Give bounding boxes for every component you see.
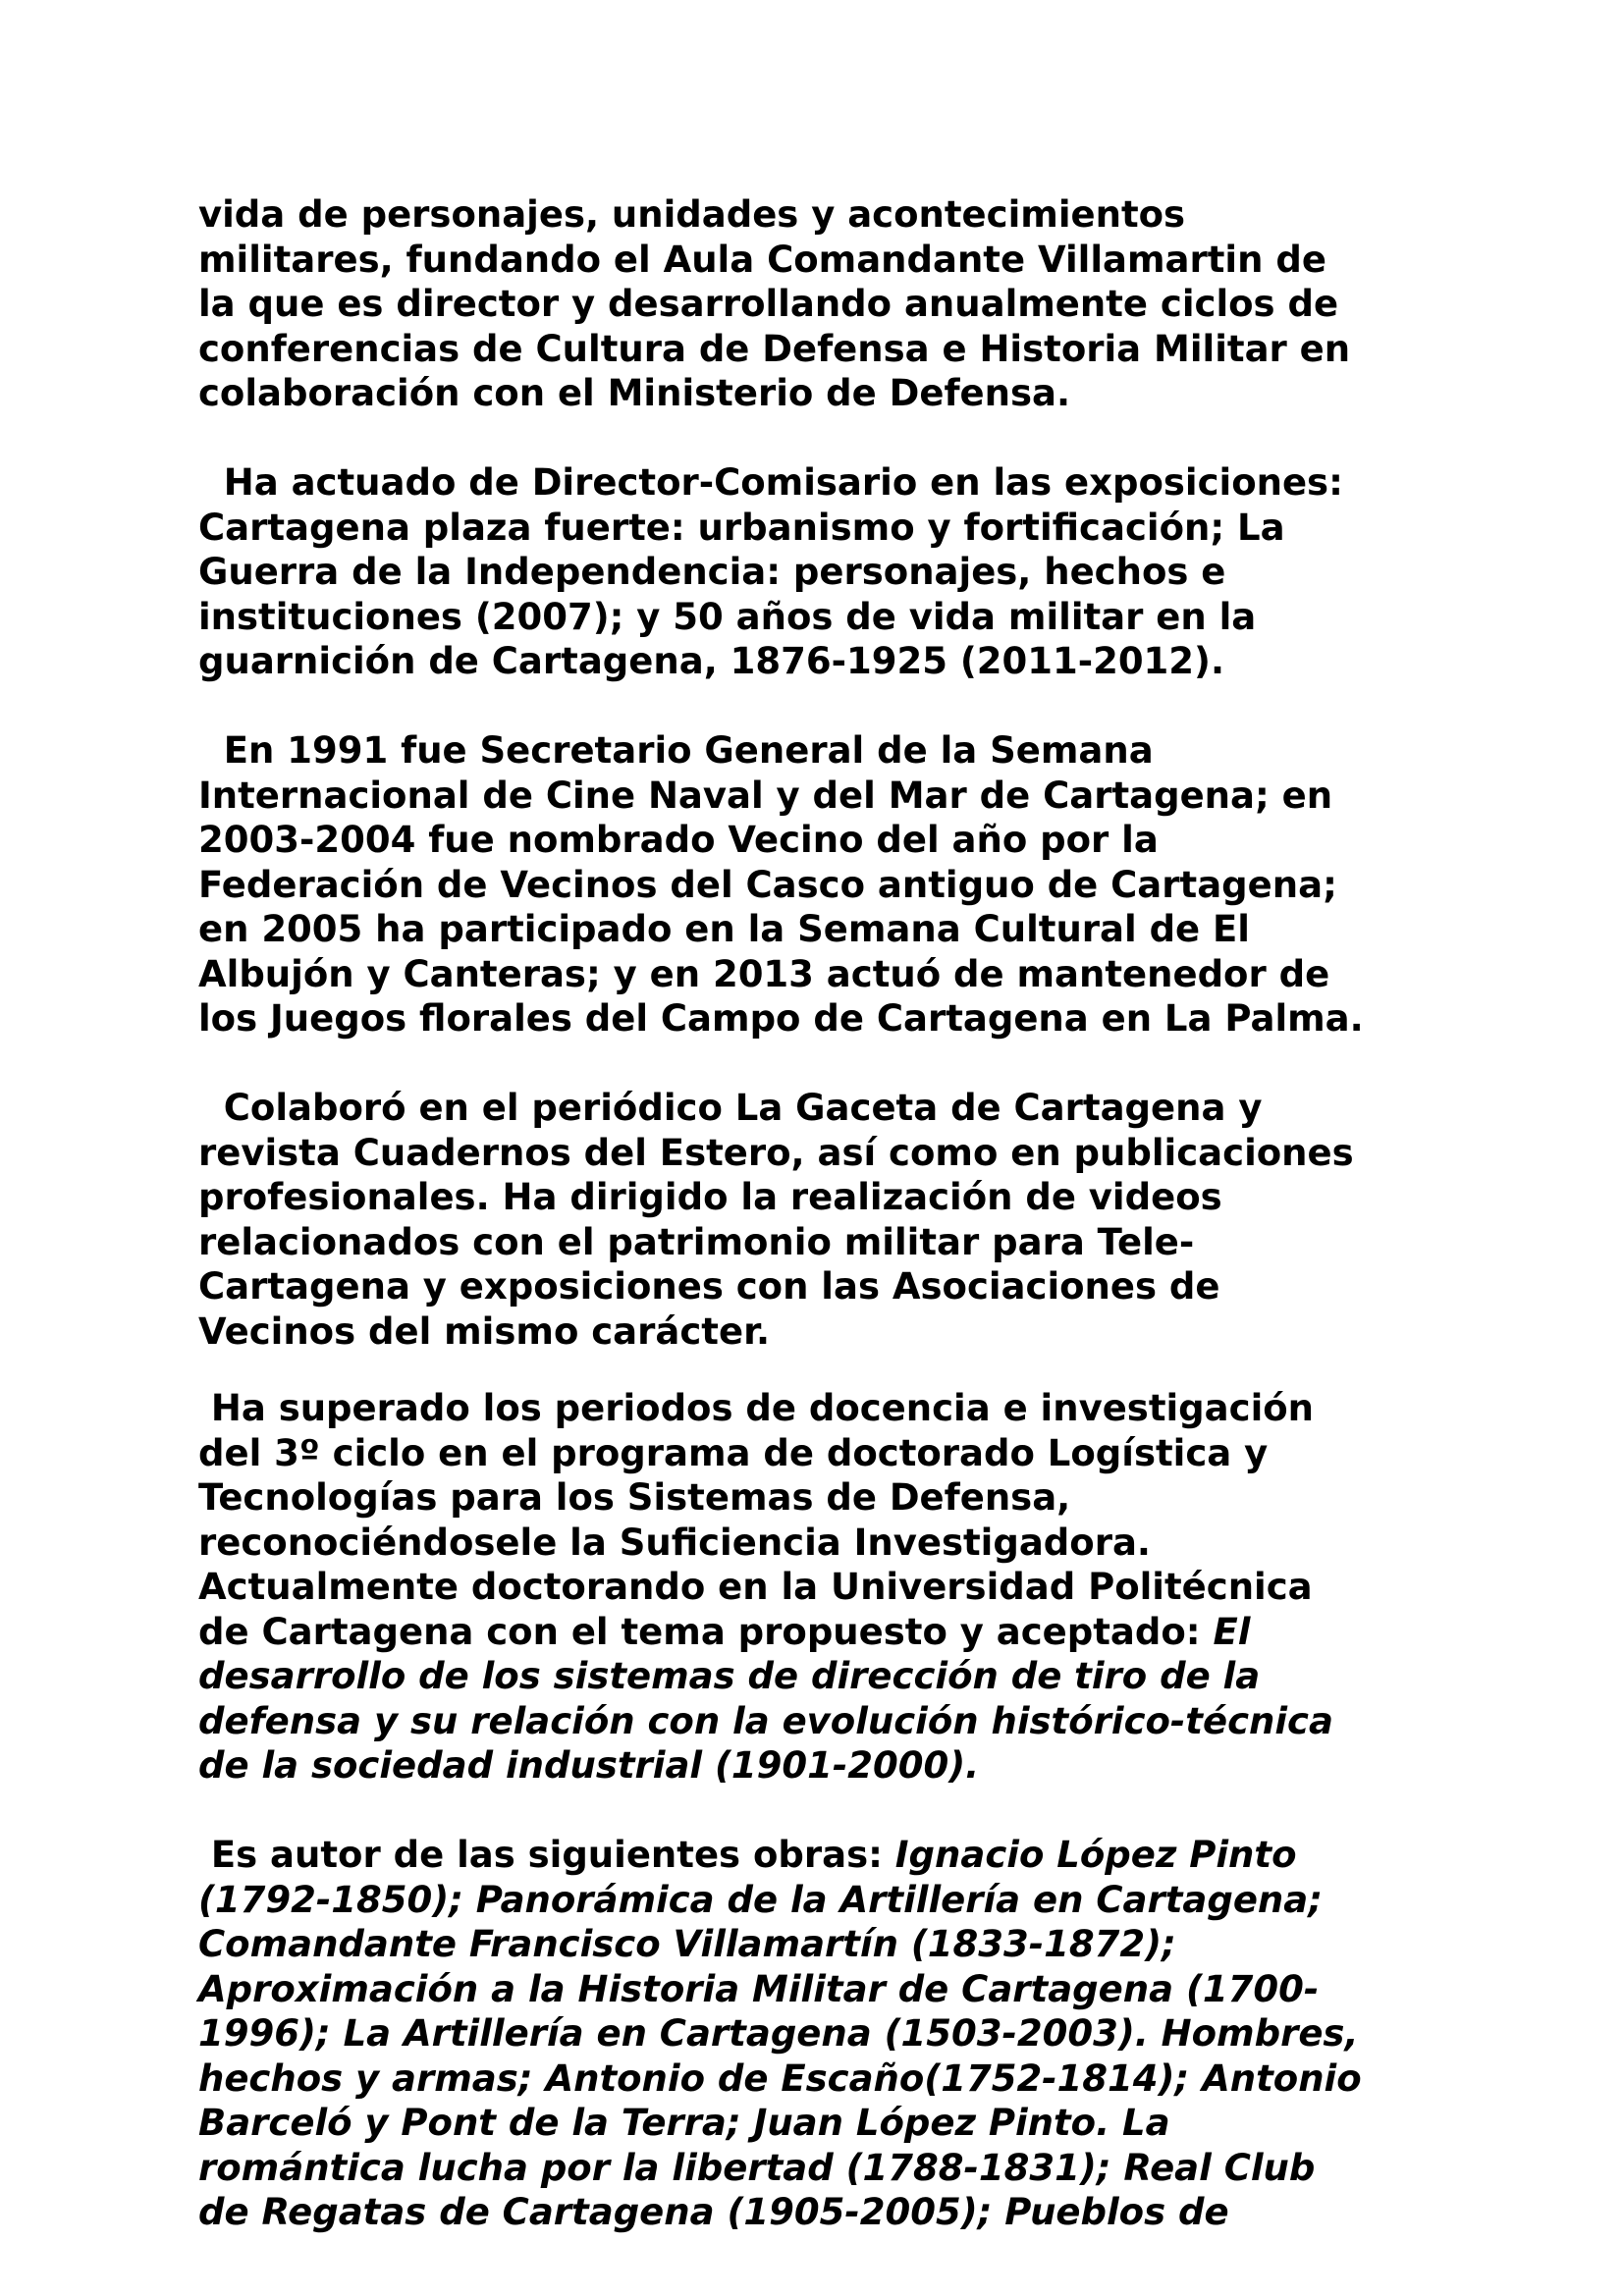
text-line: de Regatas de Cartagena (1905-2005); Pueblos de xyxy=(198,2191,1229,2233)
text-line: revista Cuadernos del Estero, así como en publicaciones xyxy=(198,1131,1354,1174)
text-line: de la sociedad industrial (1901-2000). xyxy=(198,1744,980,1787)
text-line: Colaboró en el periódico La Gaceta de Cartagena y xyxy=(198,1087,1263,1129)
text-line: vida de personajes, unidades y acontecimientos xyxy=(198,193,1186,236)
paragraph-spacer xyxy=(198,416,1475,461)
text-line: Federación de Vecinos del Casco antiguo de Cartagena; xyxy=(198,863,1337,906)
text-line: Tecnologías para los Sistemas de Defensa, xyxy=(198,1476,1071,1519)
text-line: instituciones (2007); y 50 años de vida militar en la xyxy=(198,595,1257,638)
works-list-start: Ignacio López Pinto xyxy=(894,1834,1297,1876)
paragraph-3 xyxy=(198,728,1475,1041)
text-line: los Juegos florales del Campo de Cartagena en La Palma. xyxy=(198,997,1364,1040)
text-line: profesionales. Ha dirigido la realización de videos xyxy=(198,1176,1222,1218)
paragraph-1 xyxy=(198,192,1475,416)
paragraph-6 xyxy=(198,1833,1475,2235)
text-line: defensa y su relación con la evolución histórico-técnica xyxy=(198,1699,1333,1742)
text-line: militares, fundando el Aula Comandante Villamartin de xyxy=(198,238,1326,281)
text-line: Es autor de las siguientes obras: Ignacio López Pinto xyxy=(198,1834,1297,1876)
text-line: conferencias de Cultura de Defensa e Historia Militar en xyxy=(198,327,1351,370)
text-line: Barceló y Pont de la Terra; Juan López Pinto. La xyxy=(198,2102,1170,2144)
text-line: hechos y armas; Antonio de Escaño(1752-1814); Antonio xyxy=(198,2056,1362,2100)
paragraph-spacer xyxy=(198,1789,1475,1834)
text-line: romántica lucha por la libertad (1788-1831); Real Club xyxy=(198,2146,1316,2189)
text-line: Cartagena y exposiciones con las Asociaciones de xyxy=(198,1265,1220,1308)
text-line: del 3º ciclo en el programa de doctorado Logística y xyxy=(198,1431,1269,1474)
text-line: En 1991 fue Secretario General de la Semana xyxy=(198,729,1154,772)
text-line: 1996); La Artillería en Cartagena (1503-2003). Hombres, xyxy=(198,2012,1359,2055)
text-line: 2003-2004 fue nombrado Vecino del año por la xyxy=(198,819,1159,861)
thesis-title-start: El xyxy=(1213,1610,1251,1653)
text-line: colaboración con el Ministerio de Defensa. xyxy=(198,372,1071,414)
paragraph-2 xyxy=(198,460,1475,684)
text-line: Cartagena plaza fuerte: urbanismo y fortificación; La xyxy=(198,506,1285,549)
text-line: Actualmente doctorando en la Universidad Politécnica xyxy=(198,1566,1313,1608)
text-line: reconociéndosele la Suficiencia Investigadora. xyxy=(198,1521,1151,1564)
paragraph-4 xyxy=(198,1086,1475,1354)
text-line: la que es director y desarrollando anualmente ciclos de xyxy=(198,283,1339,325)
text-line: Ha superado los periodos de docencia e investigación xyxy=(198,1387,1315,1429)
text-line: de Cartagena con el tema propuesto y aceptado: El xyxy=(198,1610,1251,1653)
text-line: Guerra de la Independencia: personajes, hechos e xyxy=(198,551,1226,593)
paragraph-spacer xyxy=(198,1041,1475,1087)
text-line: Vecinos del mismo carácter. xyxy=(198,1309,771,1353)
text-line: Albujón y Canteras; y en 2013 actuó de mantenedor de xyxy=(198,952,1330,995)
text-line: Comandante Francisco Villamartín (1833-1872); xyxy=(198,1923,1176,1965)
text-line: Internacional de Cine Naval y del Mar de Cartagena; en xyxy=(198,774,1333,817)
text-line: (1792-1850); Panorámica de la Artillería en Cartagena; xyxy=(198,1878,1324,1921)
text-line: desarrollo de los sistemas de dirección de tiro de la xyxy=(198,1655,1261,1697)
text-line: relacionados con el patrimonio militar para Tele- xyxy=(198,1220,1195,1263)
text-line: guarnición de Cartagena, 1876-1925 (2011-2012). xyxy=(198,640,1225,682)
paragraph-spacer xyxy=(198,1354,1475,1386)
text-line: en 2005 ha participado en la Semana Cultural de El xyxy=(198,908,1250,950)
paragraph-5 xyxy=(198,1386,1475,1789)
text-line: Ha actuado de Director-Comisario en las exposiciones: xyxy=(198,461,1343,504)
paragraph-spacer xyxy=(198,684,1475,729)
text-line: Aproximación a la Historia Militar de Cartagena (1700- xyxy=(198,1967,1320,2010)
body-text xyxy=(198,192,1475,2235)
